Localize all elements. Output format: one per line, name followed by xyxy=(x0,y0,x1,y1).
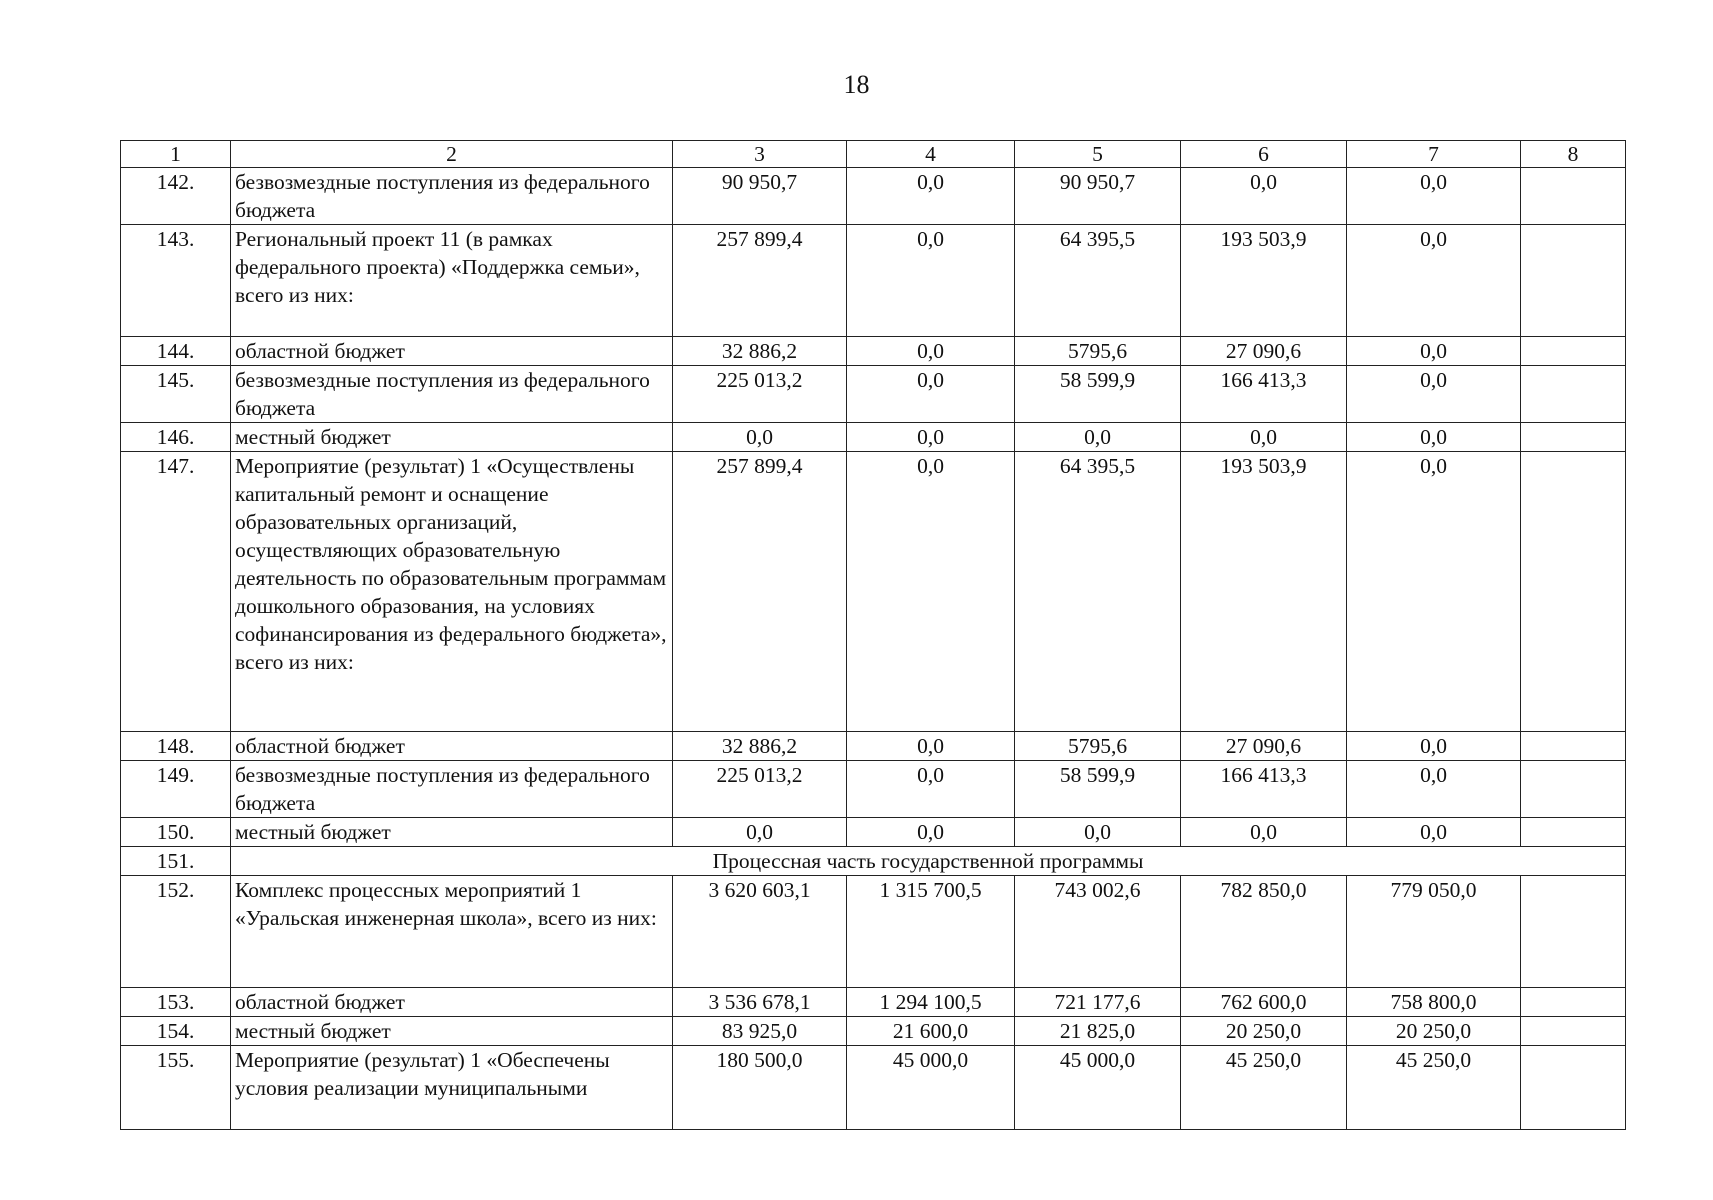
value-col-7: 0,0 xyxy=(1347,366,1521,423)
column-header: 8 xyxy=(1521,141,1626,168)
table-row xyxy=(121,761,1626,818)
row-number: 147. xyxy=(121,452,231,732)
row-number: 149. xyxy=(121,761,231,818)
row-description: Мероприятие (результат) 1 «Обеспечены условия реализации муниципальными xyxy=(231,1046,673,1130)
value-col-8 xyxy=(1521,761,1626,818)
row-description: областной бюджет xyxy=(231,988,673,1017)
column-number-header-row xyxy=(121,141,1626,168)
column-header: 7 xyxy=(1347,141,1521,168)
value-col-8 xyxy=(1521,225,1626,337)
value-col-7: 758 800,0 xyxy=(1347,988,1521,1017)
table-row xyxy=(121,876,1626,988)
row-description: областной бюджет xyxy=(231,337,673,366)
value-col-3: 257 899,4 xyxy=(673,452,847,732)
value-col-6: 20 250,0 xyxy=(1181,1017,1347,1046)
row-number: 155. xyxy=(121,1046,231,1130)
value-col-8 xyxy=(1521,732,1626,761)
value-col-6: 762 600,0 xyxy=(1181,988,1347,1017)
value-col-3: 0,0 xyxy=(673,818,847,847)
column-header: 6 xyxy=(1181,141,1347,168)
table-row xyxy=(121,1046,1626,1130)
value-col-5: 721 177,6 xyxy=(1015,988,1181,1017)
value-col-3: 3 620 603,1 xyxy=(673,876,847,988)
value-col-3: 90 950,7 xyxy=(673,168,847,225)
value-col-5: 5795,6 xyxy=(1015,337,1181,366)
value-col-8 xyxy=(1521,1046,1626,1130)
value-col-6: 0,0 xyxy=(1181,168,1347,225)
value-col-3: 180 500,0 xyxy=(673,1046,847,1130)
table-row xyxy=(121,366,1626,423)
value-col-4: 0,0 xyxy=(847,225,1015,337)
value-col-4: 0,0 xyxy=(847,818,1015,847)
row-description: безвозмездные поступления из федерального бюджета xyxy=(231,366,673,423)
value-col-8 xyxy=(1521,876,1626,988)
value-col-8 xyxy=(1521,337,1626,366)
column-header: 4 xyxy=(847,141,1015,168)
value-col-7: 0,0 xyxy=(1347,452,1521,732)
value-col-7: 0,0 xyxy=(1347,168,1521,225)
value-col-7: 779 050,0 xyxy=(1347,876,1521,988)
value-col-3: 225 013,2 xyxy=(673,366,847,423)
row-number: 143. xyxy=(121,225,231,337)
value-col-4: 0,0 xyxy=(847,337,1015,366)
row-description: Комплекс процессных мероприятий 1 «Уральская инженерная школа», всего из них: xyxy=(231,876,673,988)
value-col-7: 0,0 xyxy=(1347,225,1521,337)
row-number: 144. xyxy=(121,337,231,366)
value-col-3: 257 899,4 xyxy=(673,225,847,337)
value-col-5: 21 825,0 xyxy=(1015,1017,1181,1046)
page-number: 18 xyxy=(843,70,870,99)
value-col-5: 58 599,9 xyxy=(1015,366,1181,423)
value-col-7: 20 250,0 xyxy=(1347,1017,1521,1046)
row-number: 150. xyxy=(121,818,231,847)
value-col-7: 0,0 xyxy=(1347,337,1521,366)
row-number: 151. xyxy=(121,847,231,876)
value-col-6: 27 090,6 xyxy=(1181,732,1347,761)
value-col-5: 64 395,5 xyxy=(1015,225,1181,337)
value-col-5: 64 395,5 xyxy=(1015,452,1181,732)
row-number: 153. xyxy=(121,988,231,1017)
row-number: 145. xyxy=(121,366,231,423)
value-col-3: 32 886,2 xyxy=(673,337,847,366)
value-col-7: 0,0 xyxy=(1347,818,1521,847)
value-col-8 xyxy=(1521,168,1626,225)
value-col-6: 193 503,9 xyxy=(1181,452,1347,732)
value-col-8 xyxy=(1521,988,1626,1017)
value-col-6: 27 090,6 xyxy=(1181,337,1347,366)
value-col-4: 1 315 700,5 xyxy=(847,876,1015,988)
row-description: местный бюджет xyxy=(231,818,673,847)
value-col-8 xyxy=(1521,366,1626,423)
column-header: 5 xyxy=(1015,141,1181,168)
budget-table xyxy=(120,140,1626,1130)
value-col-5: 58 599,9 xyxy=(1015,761,1181,818)
value-col-5: 5795,6 xyxy=(1015,732,1181,761)
value-col-4: 0,0 xyxy=(847,423,1015,452)
value-col-3: 83 925,0 xyxy=(673,1017,847,1046)
value-col-6: 0,0 xyxy=(1181,423,1347,452)
table-row xyxy=(121,423,1626,452)
value-col-3: 3 536 678,1 xyxy=(673,988,847,1017)
value-col-7: 0,0 xyxy=(1347,423,1521,452)
table-row xyxy=(121,225,1626,337)
value-col-6: 166 413,3 xyxy=(1181,366,1347,423)
value-col-7: 0,0 xyxy=(1347,761,1521,818)
value-col-4: 0,0 xyxy=(847,366,1015,423)
section-row xyxy=(121,847,1626,876)
value-col-6: 0,0 xyxy=(1181,818,1347,847)
value-col-6: 45 250,0 xyxy=(1181,1046,1347,1130)
table-row xyxy=(121,1017,1626,1046)
value-col-6: 782 850,0 xyxy=(1181,876,1347,988)
value-col-5: 0,0 xyxy=(1015,818,1181,847)
row-description: областной бюджет xyxy=(231,732,673,761)
value-col-4: 1 294 100,5 xyxy=(847,988,1015,1017)
value-col-3: 225 013,2 xyxy=(673,761,847,818)
value-col-6: 166 413,3 xyxy=(1181,761,1347,818)
value-col-8 xyxy=(1521,818,1626,847)
value-col-3: 32 886,2 xyxy=(673,732,847,761)
column-header: 3 xyxy=(673,141,847,168)
table-row xyxy=(121,818,1626,847)
row-description: безвозмездные поступления из федерального бюджета xyxy=(231,168,673,225)
value-col-5: 0,0 xyxy=(1015,423,1181,452)
value-col-4: 21 600,0 xyxy=(847,1017,1015,1046)
value-col-6: 193 503,9 xyxy=(1181,225,1347,337)
section-title: Процессная часть государственной программы xyxy=(231,847,1626,876)
column-header: 2 xyxy=(231,141,673,168)
row-number: 142. xyxy=(121,168,231,225)
value-col-7: 0,0 xyxy=(1347,732,1521,761)
value-col-5: 45 000,0 xyxy=(1015,1046,1181,1130)
table-row xyxy=(121,452,1626,732)
value-col-5: 743 002,6 xyxy=(1015,876,1181,988)
value-col-8 xyxy=(1521,423,1626,452)
value-col-4: 45 000,0 xyxy=(847,1046,1015,1130)
value-col-3: 0,0 xyxy=(673,423,847,452)
table-row xyxy=(121,337,1626,366)
value-col-4: 0,0 xyxy=(847,761,1015,818)
table-row xyxy=(121,168,1626,225)
value-col-8 xyxy=(1521,452,1626,732)
column-header: 1 xyxy=(121,141,231,168)
table-row xyxy=(121,988,1626,1017)
row-description: безвозмездные поступления из федерального бюджета xyxy=(231,761,673,818)
row-number: 152. xyxy=(121,876,231,988)
row-description: Региональный проект 11 (в рамках федерального проекта) «Поддержка семьи», всего из них: xyxy=(231,225,673,337)
value-col-4: 0,0 xyxy=(847,452,1015,732)
value-col-5: 90 950,7 xyxy=(1015,168,1181,225)
row-description: местный бюджет xyxy=(231,423,673,452)
row-description: Мероприятие (результат) 1 «Осуществлены капитальный ремонт и оснащение образовательных организаций, осуществляющих образовательную деятельность по образовательным программам дошкольного образования, на условиях софинансирования из федерального бюджета», всего из них: xyxy=(231,452,673,732)
value-col-7: 45 250,0 xyxy=(1347,1046,1521,1130)
table-row xyxy=(121,732,1626,761)
row-number: 154. xyxy=(121,1017,231,1046)
value-col-4: 0,0 xyxy=(847,168,1015,225)
row-number: 146. xyxy=(121,423,231,452)
row-number: 148. xyxy=(121,732,231,761)
row-description: местный бюджет xyxy=(231,1017,673,1046)
value-col-4: 0,0 xyxy=(847,732,1015,761)
value-col-8 xyxy=(1521,1017,1626,1046)
